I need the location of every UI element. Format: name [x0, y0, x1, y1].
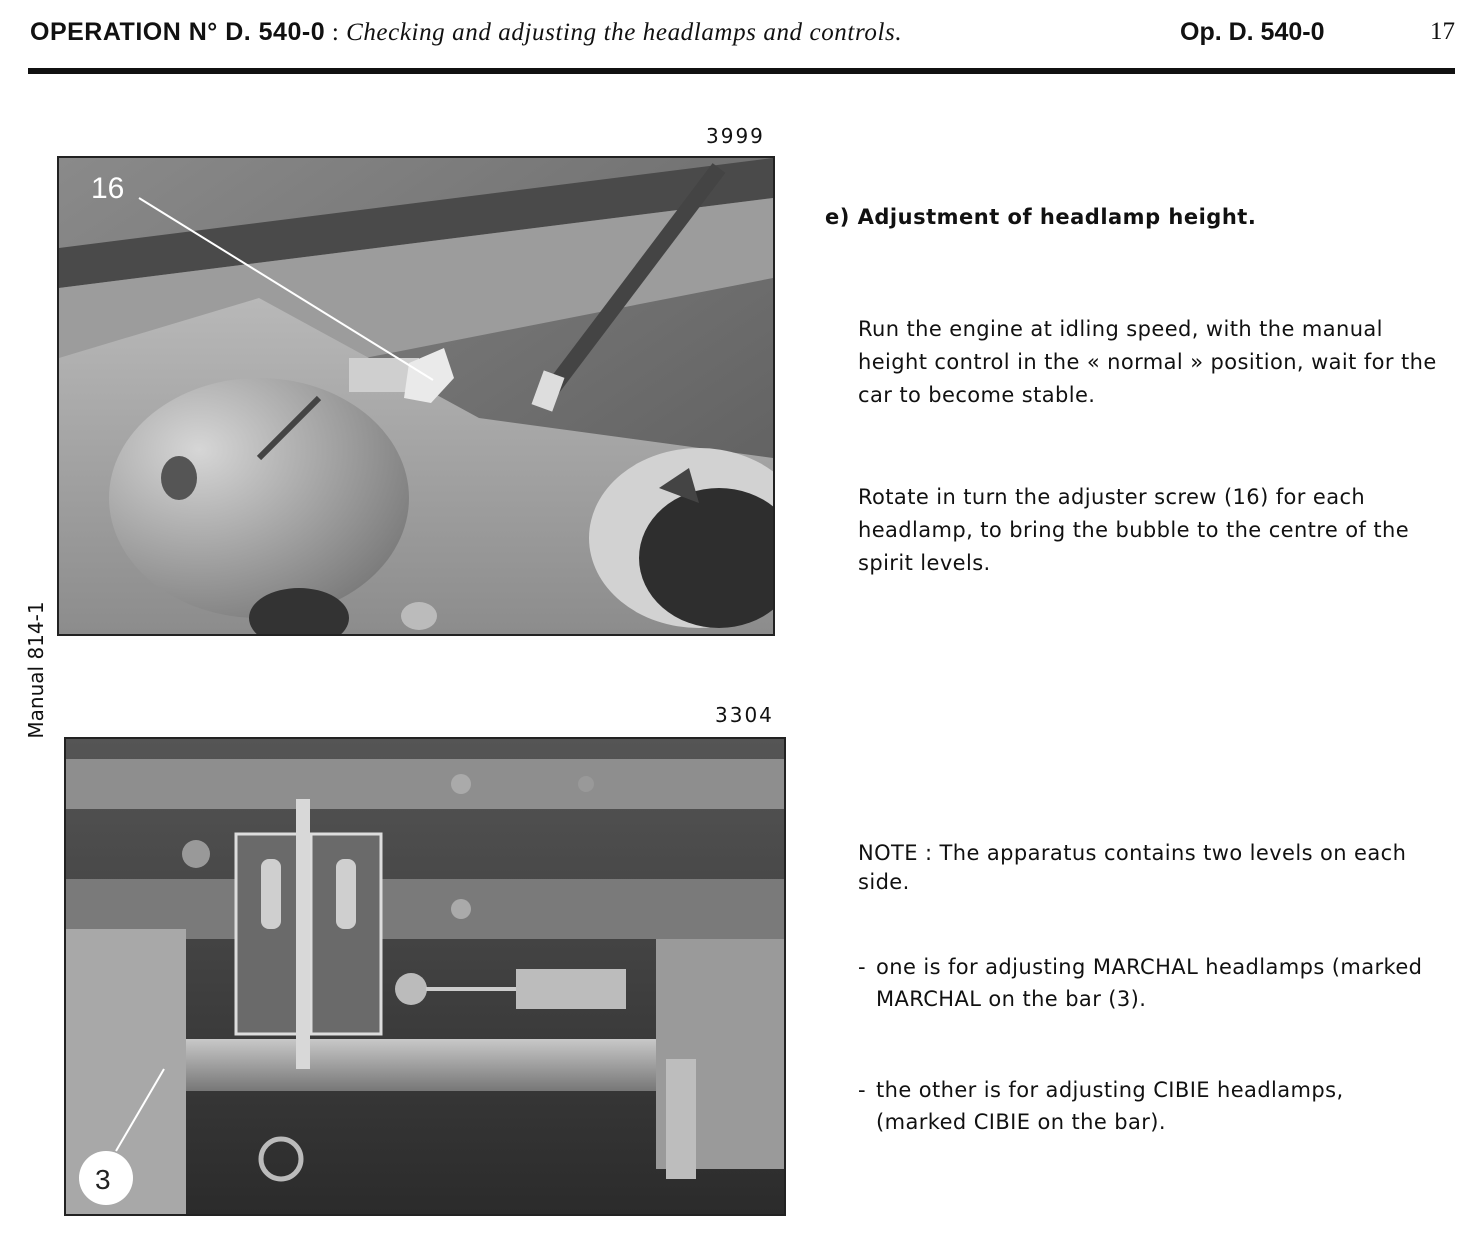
operation-heading — [30, 18, 902, 47]
header-separator: : — [325, 19, 347, 46]
paragraph-rotate-adjuster: Rotate in turn the adjuster screw (16) for each headlamp, to bring the bubble to the centre of the spirit levels. — [858, 485, 1410, 575]
figure-callout-16: 16 — [91, 172, 125, 205]
paragraph-run-engine: Run the engine at idling speed, with the manual height control in the « normal » position, wait for the car to become stable. — [858, 317, 1437, 407]
note-item-marchal-text: one is for adjusting MARCHAL headlamps (marked MARCHAL on the bar (3). — [876, 955, 1423, 1011]
header-rule — [28, 68, 1455, 74]
page-header — [30, 14, 1455, 54]
note-text: NOTE : The apparatus contains two levels on each side. — [858, 841, 1407, 894]
operation-title: Checking and adjusting the headlamps and controls. — [346, 19, 903, 46]
page-number: 17 — [1430, 18, 1455, 45]
figure-callout-3: 3 — [95, 1164, 111, 1195]
figure-number-3304: 3304 — [715, 703, 774, 727]
section-heading: e) Adjustment of headlamp height. — [825, 205, 1257, 229]
figure-number-3999: 3999 — [706, 124, 765, 148]
note-item-marchal: - one is for adjusting MARCHAL headlamps (marked MARCHAL on the bar (3). — [858, 951, 1428, 1015]
figure-photo-adjuster-screw — [57, 156, 775, 636]
note-item-cibie-text: the other is for adjusting CIBIE headlamps, (marked CIBIE on the bar). — [876, 1078, 1344, 1134]
manual-side-label: Manual 814-1 — [24, 601, 48, 739]
adjuster-screw-photo-illustration — [59, 158, 773, 634]
figure-photo-spirit-levels — [64, 737, 786, 1216]
operation-number: OPERATION N° D. 540-0 — [30, 18, 326, 46]
note-item-cibie: - the other is for adjusting CIBIE headlamps, (marked CIBIE on the bar). — [858, 1074, 1428, 1138]
spirit-levels-photo-illustration — [66, 739, 784, 1214]
operation-reference: Op. D. 540-0 — [1180, 18, 1325, 46]
